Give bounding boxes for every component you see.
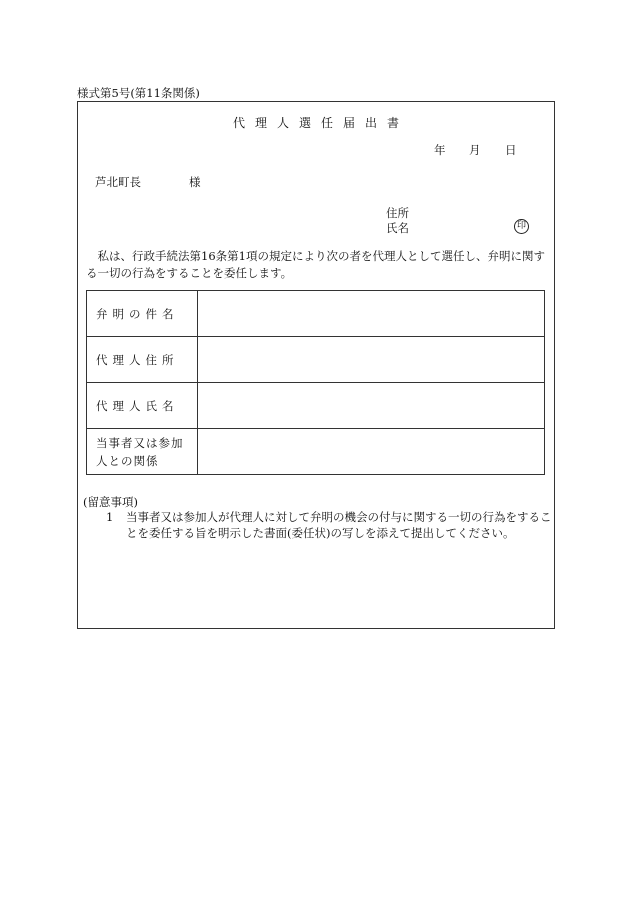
row-label-agent-name: 代理人氏名: [87, 383, 198, 429]
row-value-agent-address[interactable]: [198, 337, 545, 383]
row-label-case-title: 弁明の件名: [87, 291, 198, 337]
notes-heading: (留意事項): [83, 495, 138, 509]
date-line: [434, 142, 554, 158]
date-month-label: 月: [469, 143, 481, 157]
table-row: [87, 291, 545, 337]
document-title: 代理人選任届出書: [232, 116, 409, 130]
details-table: [86, 290, 545, 475]
seal-mark-icon: 印: [514, 219, 529, 234]
table-row: [87, 429, 545, 475]
delegation-statement: 私は、行政手続法第16条第1項の規定により次の者を代理人として選任し、弁明に関する一切の行為をすることを委任します。: [86, 249, 545, 280]
form-frame: [77, 101, 555, 629]
addressee-name: 芦北町長: [95, 175, 141, 189]
date-day-label: 日: [505, 143, 517, 157]
row-label-agent-address: 代理人住所: [87, 337, 198, 383]
row-value-relationship[interactable]: [198, 429, 545, 475]
form-id: 様式第5号(第11条関係): [77, 86, 200, 100]
applicant-address-label: 住所: [386, 206, 409, 220]
applicant-name-label: 氏名: [386, 221, 409, 235]
row-label-relationship: 当事者又は参加人との関係: [87, 429, 198, 475]
note-text: 当事者又は参加人が代理人に対して弁明の機会の付与に関する一切の行為をすることを委任する旨を明示した書面(委任状)の写しを添えて提出してください。: [126, 510, 552, 540]
date-year-label: 年: [434, 143, 446, 157]
table-row: [87, 337, 545, 383]
note-item: [106, 509, 554, 541]
row-value-agent-name[interactable]: [198, 383, 545, 429]
note-number: 1: [106, 510, 114, 524]
row-value-case-title[interactable]: [198, 291, 545, 337]
table-row: [87, 383, 545, 429]
addressee-honorific: 様: [189, 175, 201, 189]
